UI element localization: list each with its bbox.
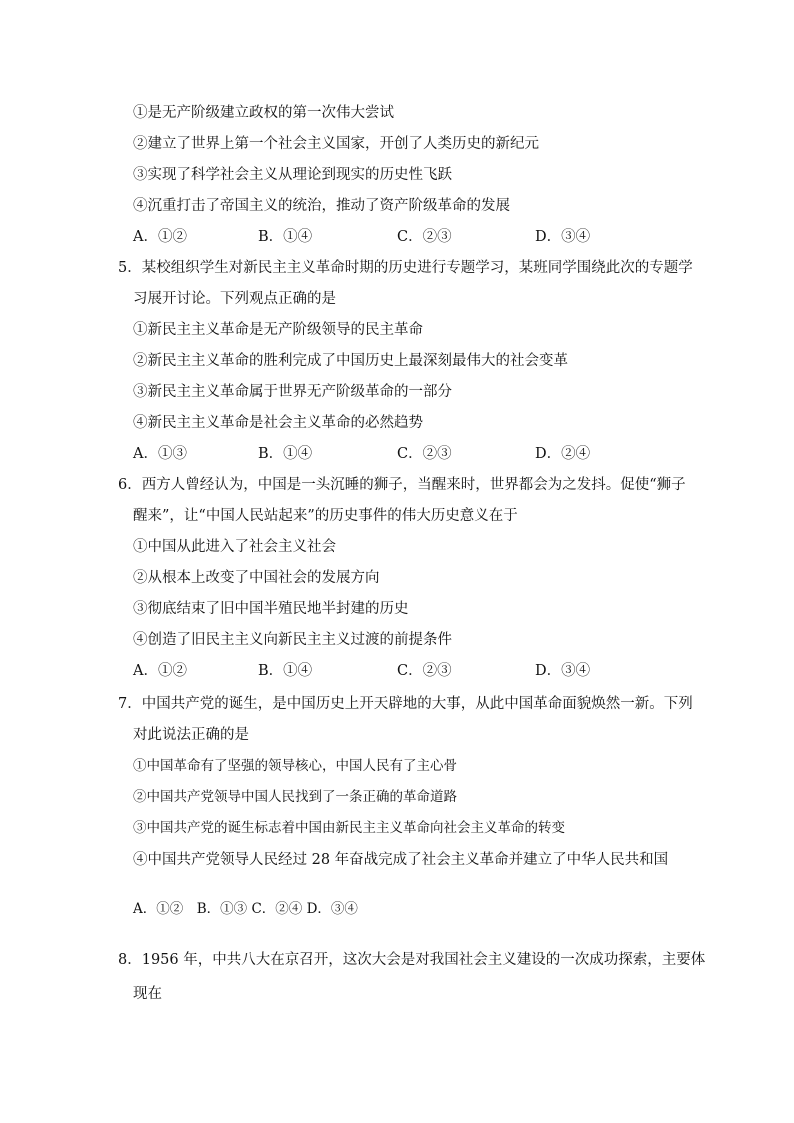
- q5-option-d[interactable]: D．②④: [535, 446, 591, 462]
- q5-item-4: ④新民主主义革命是社会主义革命的必然趋势: [133, 415, 423, 431]
- q4-item-4: ④沉重打击了帝国主义的统治，推动了资产阶级革命的发展: [133, 198, 510, 214]
- q8-stem-line1: 8．1956 年，中共八大在京召开，这次大会是对我国社会主义建设的一次成功探索，主要体: [118, 952, 706, 968]
- q4-item-3: ③实现了科学社会主义从理论到现实的历史性飞跃: [133, 167, 452, 183]
- q6-option-c[interactable]: C．②③: [397, 663, 452, 679]
- q6-option-b[interactable]: B．①④: [258, 663, 313, 679]
- q5-stem-line1: 5．某校组织学生对新民主主义革命时期的历史进行专题学习，某班同学围绕此次的专题学: [118, 260, 693, 276]
- q6-item-3: ③彻底结束了旧中国半殖民地半封建的历史: [133, 601, 409, 617]
- q6-stem-line1: 6．西方人曾经认为，中国是一头沉睡的狮子，当醒来时，世界都会为之发抖。促使“狮子: [118, 477, 686, 493]
- q7-item-1: ①中国革命有了坚强的领导核心，中国人民有了主心骨: [133, 758, 457, 774]
- q5-item-3: ③新民主主义革命属于世界无产阶级革命的一部分: [133, 384, 452, 400]
- q7-stem-line2: 对此说法正确的是: [133, 727, 249, 743]
- q5-item-2: ②新民主主义革命的胜利完成了中国历史上最深刻最伟大的社会变革: [133, 353, 568, 369]
- q4-option-d[interactable]: D．③④: [535, 229, 591, 245]
- q4-item-1: ①是无产阶级建立政权的第一次伟大尝试: [133, 105, 394, 121]
- q5-stem-line2: 习展开讨论。下列观点正确的是: [133, 291, 336, 307]
- q7-item-4: ④中国共产党领导人民经过 28 年奋战完成了社会主义革命并建立了中华人民共和国: [133, 852, 669, 868]
- q6-item-2: ②从根本上改变了中国社会的发展方向: [133, 570, 380, 586]
- q5-option-a[interactable]: A．①③: [133, 446, 187, 462]
- q6-options: [0, 661, 794, 681]
- q4-option-a[interactable]: A．①②: [133, 229, 187, 245]
- q5-option-c[interactable]: C．②③: [397, 446, 452, 462]
- q7-options[interactable]: A．①② B．①③ C．②④ D．③④: [133, 901, 358, 917]
- q8-stem-line2: 现在: [133, 986, 162, 1002]
- q5-item-1: ①新民主主义革命是无产阶级领导的民主革命: [133, 322, 423, 338]
- q7-item-3: ③中国共产党的诞生标志着中国由新民主主义革命向社会主义革命的转变: [133, 820, 565, 836]
- q4-option-c[interactable]: C．②③: [397, 229, 452, 245]
- q7-item-2: ②中国共产党领导中国人民找到了一条正确的革命道路: [133, 789, 457, 805]
- q4-option-b[interactable]: B．①④: [258, 229, 313, 245]
- q5-options: [0, 444, 794, 464]
- q6-stem-line2: 醒来”，让“中国人民站起来”的历史事件的伟大历史意义在于: [133, 508, 518, 524]
- q6-option-d[interactable]: D．③④: [535, 663, 591, 679]
- q6-option-a[interactable]: A．①②: [133, 663, 187, 679]
- q6-item-4: ④创造了旧民主主义向新民主主义过渡的前提条件: [133, 632, 452, 648]
- q4-item-2: ②建立了世界上第一个社会主义国家，开创了人类历史的新纪元: [133, 136, 539, 152]
- q5-option-b[interactable]: B．①④: [258, 446, 313, 462]
- q6-item-1: ①中国从此进入了社会主义社会: [133, 539, 336, 555]
- q4-options: [0, 227, 794, 247]
- q7-stem-line1: 7．中国共产党的诞生，是中国历史上开天辟地的大事，从此中国革命面貌焕然一新。下列: [118, 696, 693, 712]
